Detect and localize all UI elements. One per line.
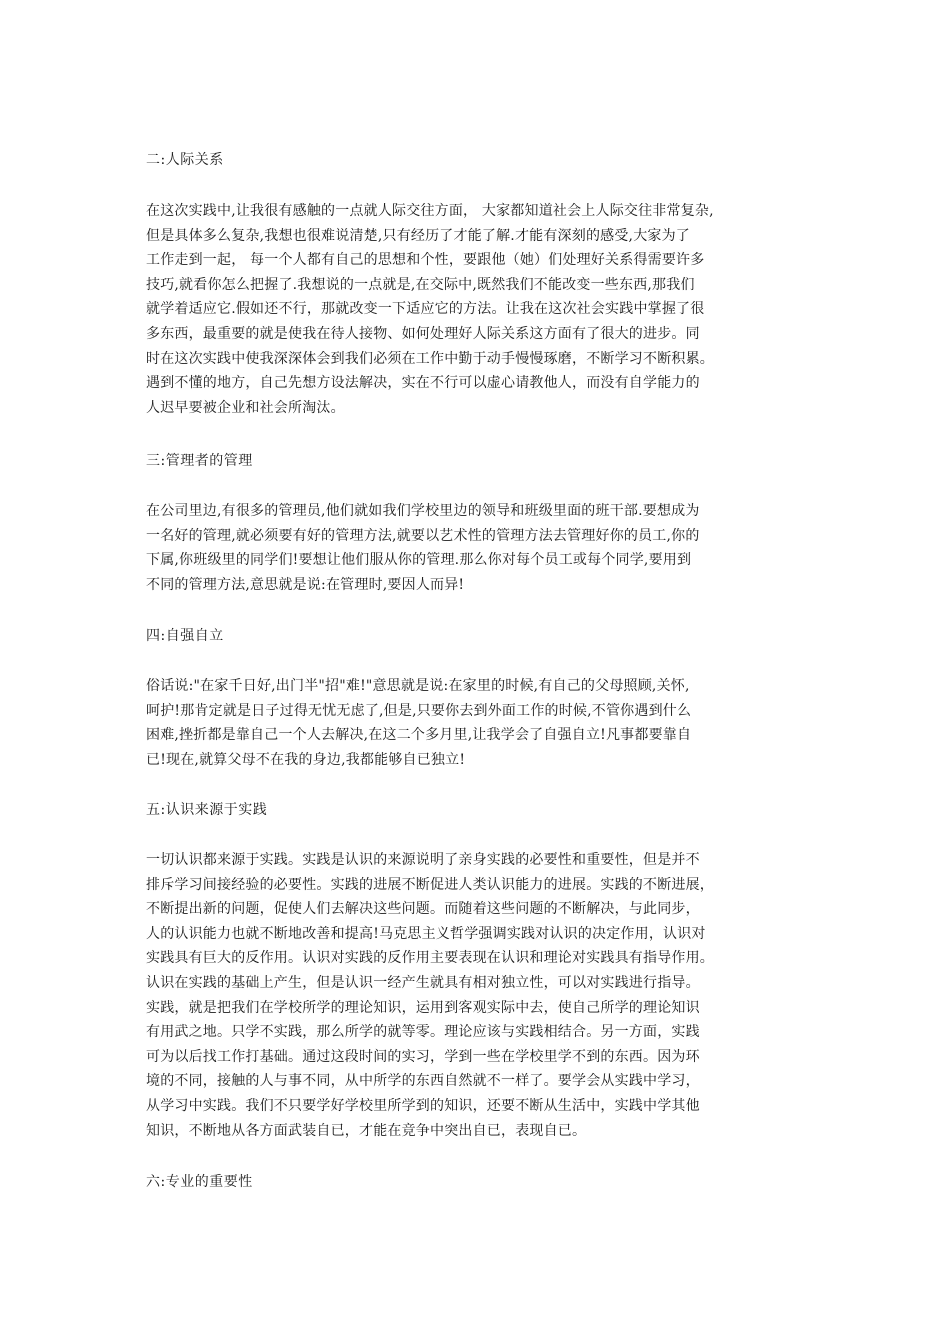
paragraph-line: 不同的管理方法,意思就是说:在管理时,要因人而异! bbox=[146, 576, 465, 593]
paragraph-line: 在公司里边,有很多的管理员,他们就如我们学校里边的领导和班级里面的班干部.要想成为 bbox=[146, 503, 700, 519]
paragraph-line: 已!现在,就算父母不在我的身边,我都能够自已独立! bbox=[146, 751, 466, 768]
paragraph-line: 有用武之地。只学不实践，那么所学的就等零。理论应该与实践相结合。另一方面，实践 bbox=[146, 1024, 700, 1041]
paragraph-line: 俗话说:"在家千日好,出门半"招"难!"意思就是说:在家里的时候,有自己的父母照顾,关怀, bbox=[146, 678, 690, 694]
paragraph-line: 可为以后找工作打基础。通过这段时间的实习，学到一些在学校里学不到的东西。因为环 bbox=[146, 1048, 700, 1065]
paragraph-line: 就学着适应它.假如还不行，那就改变一下适应它的方法。让我在这次社会实践中掌握了很 bbox=[146, 301, 705, 318]
paragraph-line: 一名好的管理,就必须要有好的管理方法,就要以艺术性的管理方法去管理好你的员工,你的 bbox=[146, 527, 700, 544]
paragraph-line: 但是具体多么复杂,我想也很难说清楚,只有经历了才能了解.才能有深刻的感受,大家为了 bbox=[146, 227, 690, 244]
paragraph-line: 困难,挫折都是靠自己一个人去解决,在这二个多月里,让我学会了自强自立!凡事都要靠自 bbox=[146, 727, 692, 744]
section-heading-major-importance: 六:专业的重要性 bbox=[146, 1174, 253, 1190]
paragraph-line: 多东西，最重要的就是使我在待人接物、如何处理好人际关系这方面有了很大的进步。同 bbox=[146, 325, 700, 342]
section-heading-self-reliance: 四:自强自立 bbox=[146, 628, 224, 644]
section-paragraph-self-reliance bbox=[146, 674, 814, 772]
paragraph-line: 不断提出新的问题，促使人们去解决这些问题。而随着这些问题的不断解决，与此同步， bbox=[146, 901, 700, 918]
paragraph-line: 实践，就是把我们在学校所学的理论知识，运用到客观实际中去，使自己所学的理论知识 bbox=[146, 999, 700, 1016]
paragraph-line: 从学习中实践。我们不只要学好学校里所学到的知识，还要不断从生活中，实践中学其他 bbox=[146, 1097, 700, 1114]
section-heading-management: 三:管理者的管理 bbox=[146, 453, 253, 469]
paragraph-line: 技巧,就看你怎么把握了.我想说的一点就是,在交际中,既然我们不能改变一些东西,那我们 bbox=[146, 276, 695, 293]
paragraph-line: 下属,你班级里的同学们!要想让他们服从你的管理.那么你对每个员工或每个同学,要用到 bbox=[146, 552, 692, 569]
paragraph-line: 排斥学习间接经验的必要性。实践的进展不断促进人类认识能力的进展。实践的不断进展， bbox=[146, 876, 714, 893]
paragraph-line: 工作走到一起， 每一个人都有自己的思想和个性，要跟他（她）们处理好关系得需要许多 bbox=[146, 252, 705, 269]
section-heading-practice: 五:认识来源于实践 bbox=[146, 802, 268, 818]
paragraph-line: 认识在实践的基础上产生，但是认识一经产生就具有相对独立性，可以对实践进行指导。 bbox=[146, 974, 700, 991]
paragraph-line: 实践具有巨大的反作用。认识对实践的反作用主要表现在认识和理论对实践具有指导作用。 bbox=[146, 950, 714, 967]
paragraph-line: 人迟早要被企业和社会所淘汰。 bbox=[146, 399, 345, 416]
paragraph-line: 人的认识能力也就不断地改善和提高!马克思主义哲学强调实践对认识的决定作用，认识对 bbox=[146, 925, 706, 942]
paragraph-line: 时在这次实践中使我深深体会到我们必须在工作中勤于动手慢慢琢磨，不断学习不断积累。 bbox=[146, 350, 714, 367]
section-paragraph-management bbox=[146, 499, 814, 597]
section-paragraph-practice bbox=[146, 848, 814, 1143]
paragraph-line: 境的不同，接触的人与事不同，从中所学的东西自然就不一样了。要学会从实践中学习， bbox=[146, 1073, 700, 1090]
paragraph-line: 一切认识都来源于实践。实践是认识的来源说明了亲身实践的必要性和重要性，但是并不 bbox=[146, 852, 700, 868]
section-paragraph-interpersonal bbox=[146, 199, 814, 420]
section-heading-interpersonal: 二:人际关系 bbox=[146, 152, 224, 168]
paragraph-line: 遇到不懂的地方，自己先想方设法解决，实在不行可以虚心请教他人，而没有自学能力的 bbox=[146, 375, 700, 392]
paragraph-line: 知识，不断地从各方面武装自已，才能在竞争中突出自已，表现自已。 bbox=[146, 1122, 587, 1139]
paragraph-line: 呵护!那肯定就是日子过得无忧无虑了,但是,只要你去到外面工作的时候,不管你遇到什么 bbox=[146, 702, 692, 719]
paragraph-line: 在这次实践中,让我很有感触的一点就人际交往方面， 大家都知道社会上人际交往非常复杂, bbox=[146, 203, 714, 219]
